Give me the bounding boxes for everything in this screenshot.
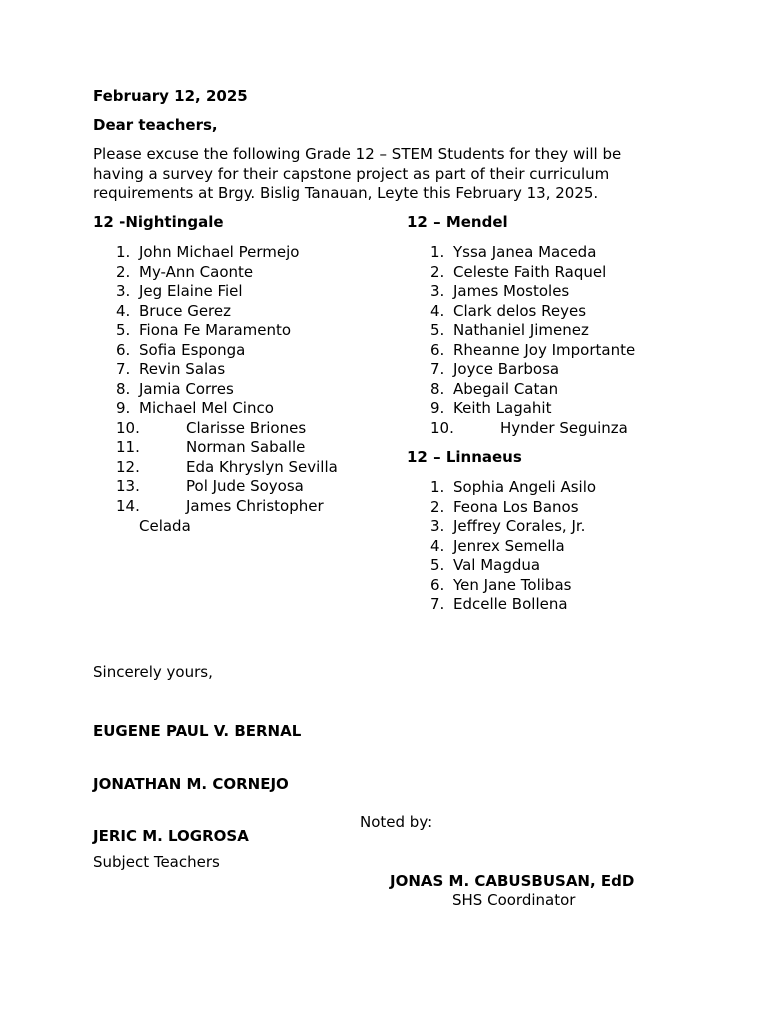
student-name: Celeste Faith Raquel — [453, 262, 607, 281]
list-number: 2. — [430, 497, 445, 516]
list-number: 10. — [430, 418, 454, 437]
list-number: 6. — [116, 340, 131, 359]
list-item — [116, 438, 376, 458]
student-name: Pol Jude Soyosa — [186, 477, 304, 495]
student-list-mendel — [430, 243, 690, 438]
student-name: Joyce Barbosa — [453, 360, 560, 378]
student-name: Keith Lagahit — [453, 399, 552, 417]
list-item — [430, 360, 690, 380]
student-name: Michael Mel Cinco — [139, 399, 274, 417]
list-number: 1. — [430, 243, 445, 261]
list-number: 8. — [430, 379, 445, 398]
list-item — [116, 302, 376, 322]
student-name: Yen Jane Tolibas — [453, 575, 572, 594]
list-item — [430, 576, 690, 596]
list-number: 5. — [116, 321, 131, 339]
coordinator-role: SHS Coordinator — [452, 891, 576, 909]
list-number: 9. — [116, 399, 131, 417]
coordinator-name: JONAS M. CABUSBUSAN, EdD — [390, 872, 635, 890]
list-number: 7. — [430, 360, 445, 378]
list-number: 6. — [430, 340, 445, 359]
section-heading-linnaeus: 12 – Linnaeus — [407, 448, 522, 466]
list-item — [116, 477, 376, 497]
student-name: Clarisse Briones — [186, 418, 307, 437]
student-name: Revin Salas — [139, 360, 226, 378]
list-item — [116, 399, 376, 419]
list-item — [430, 282, 690, 302]
list-item — [116, 419, 376, 439]
list-item — [430, 302, 690, 322]
section-heading-nightingale: 12 -Nightingale — [93, 213, 224, 231]
list-number: 3. — [430, 282, 445, 300]
list-number: 11. — [116, 438, 140, 456]
list-number: 2. — [116, 262, 131, 281]
list-number: 14. — [116, 496, 140, 515]
list-number: 5. — [430, 556, 445, 574]
student-name: Jenrex Semella — [453, 536, 565, 555]
list-number: 8. — [116, 379, 131, 398]
list-item — [116, 341, 376, 361]
list-item — [116, 458, 376, 478]
list-number: 1. — [116, 243, 131, 261]
list-number: 3. — [430, 517, 445, 535]
list-number: 9. — [430, 399, 445, 417]
list-item — [116, 263, 376, 283]
noted-by-label: Noted by: — [360, 813, 433, 831]
student-name: Hynder Seguinza — [500, 418, 628, 437]
list-number: 3. — [116, 282, 131, 300]
student-name: Abegail Catan — [453, 379, 559, 398]
list-number: 4. — [430, 536, 445, 555]
list-number: 10. — [116, 418, 140, 437]
student-name: Yssa Janea Maceda — [453, 243, 597, 261]
student-name: John Michael Permejo — [139, 243, 300, 261]
list-item — [430, 419, 690, 439]
signatory-name: JERIC M. LOGROSA — [93, 827, 249, 845]
student-name: Val Magdua — [453, 556, 541, 574]
list-item — [116, 360, 376, 380]
student-name: Clark delos Reyes — [453, 301, 587, 320]
salutation: Dear teachers, — [93, 116, 218, 134]
student-name: Feona Los Banos — [453, 497, 579, 516]
list-number: 4. — [430, 301, 445, 320]
list-item — [430, 341, 690, 361]
student-name: Jamia Corres — [139, 379, 234, 398]
student-name: Nathaniel Jimenez — [453, 321, 589, 339]
list-item — [116, 243, 376, 263]
list-item — [430, 478, 690, 498]
list-number: 4. — [116, 301, 131, 320]
closing: Sincerely yours, — [93, 663, 213, 681]
signatories-role: Subject Teachers — [93, 853, 220, 871]
list-item — [430, 595, 690, 615]
list-item — [430, 498, 690, 518]
student-name: Jeffrey Corales, Jr. — [453, 517, 586, 535]
student-name: Sophia Angeli Asilo — [453, 478, 597, 496]
student-name: Edcelle Bollena — [453, 595, 568, 613]
section-heading-mendel: 12 – Mendel — [407, 213, 508, 231]
list-number: 13. — [116, 477, 140, 495]
student-name: Bruce Gerez — [139, 301, 231, 320]
list-number: 1. — [430, 478, 445, 496]
student-name: Eda Khryslyn Sevilla — [186, 457, 338, 476]
list-item — [116, 321, 376, 341]
list-item — [430, 380, 690, 400]
list-item — [430, 517, 690, 537]
student-name: Rheanne Joy Importante — [453, 340, 636, 359]
student-list-nightingale — [116, 243, 376, 516]
student-name-continuation: Celada — [139, 517, 191, 535]
list-number: 7. — [116, 360, 131, 378]
student-list-linnaeus — [430, 478, 690, 615]
student-name: Jeg Elaine Fiel — [139, 282, 243, 300]
signatory-name: EUGENE PAUL V. BERNAL — [93, 722, 302, 740]
list-item — [116, 497, 376, 517]
list-item — [430, 537, 690, 557]
student-name: Sofia Esponga — [139, 340, 246, 359]
list-item — [116, 380, 376, 400]
letter-date: February 12, 2025 — [93, 87, 248, 105]
student-name: Fiona Fe Maramento — [139, 321, 292, 339]
list-item — [430, 263, 690, 283]
student-name: James Mostoles — [453, 282, 570, 300]
list-item — [116, 282, 376, 302]
list-number: 7. — [430, 595, 445, 613]
list-item — [430, 243, 690, 263]
signatory-name: JONATHAN M. CORNEJO — [93, 775, 289, 793]
list-item — [430, 399, 690, 419]
list-number: 5. — [430, 321, 445, 339]
list-number: 6. — [430, 575, 445, 594]
list-number: 12. — [116, 457, 140, 476]
list-item — [430, 321, 690, 341]
list-number: 2. — [430, 262, 445, 281]
student-name: My-Ann Caonte — [139, 262, 254, 281]
student-name: Norman Saballe — [186, 438, 306, 456]
student-name: James Christopher — [186, 496, 324, 515]
list-item — [430, 556, 690, 576]
letter-body: Please excuse the following Grade 12 – STEM Students for they will be having a survey for their capstone project as part of their curriculum requirements at Brgy. Bislig Tanauan, Leyte this February 13, 2025. — [93, 145, 622, 202]
